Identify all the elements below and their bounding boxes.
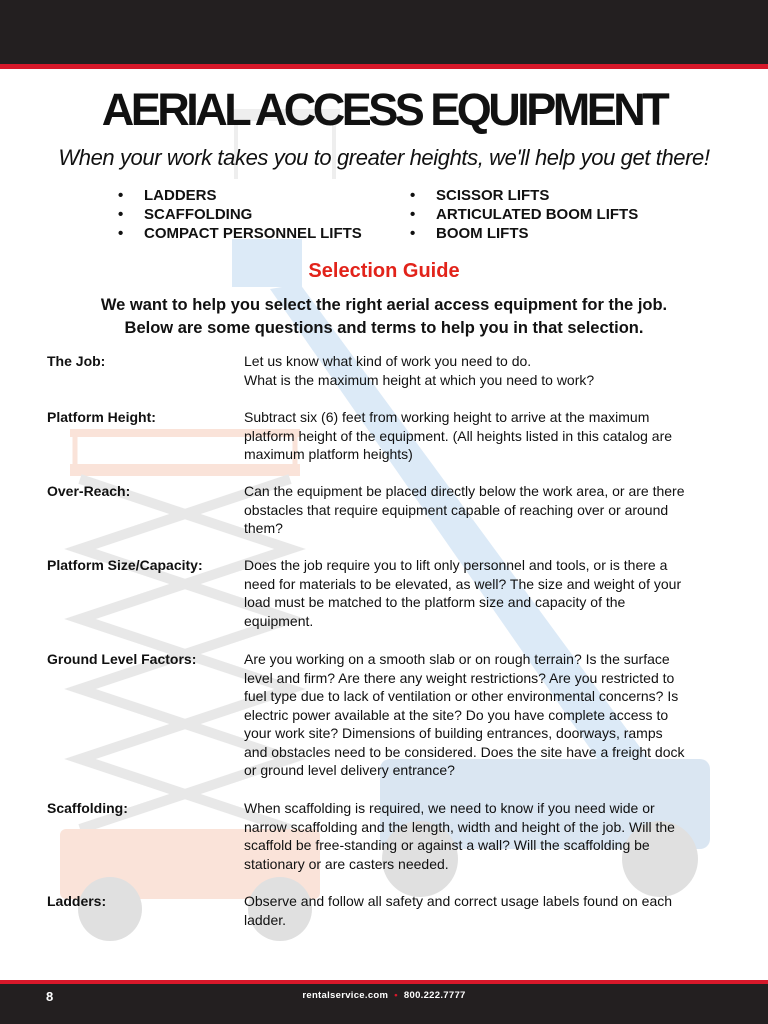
term-description [244,408,719,464]
term-label: The Job: [47,353,106,369]
description-line: Observe and follow all safety and correct usage labels found on each [244,893,673,909]
description-line: stationary or are casters needed. [244,855,449,872]
description-line: Does the job require you to lift only personnel and tools, or is there a [244,557,668,573]
description-line: narrow scaffolding and the length, width and height of the job. Will the [244,818,675,835]
description-line: Subtract six (6) feet from working height to arrive at the maximum [244,409,650,425]
term-description [244,352,719,389]
term-label: Ground Level Factors: [47,651,197,667]
term-label: Scaffolding: [47,800,128,816]
page-title: AERIAL ACCESS EQUIPMENT [101,84,667,135]
term-description [244,482,719,538]
term-label: Over-Reach: [47,483,131,499]
footer-separator: • [394,990,398,1001]
footer-contact [0,990,768,1001]
description-line: level and firm? Are there any weight restrictions? Are you restricted to [244,669,675,686]
selection-guide-heading: Selection Guide [308,260,460,282]
description-line: Can the equipment be placed directly below the work area, or are there [244,483,685,499]
description-line: or ground level delivery entrance? [244,762,455,778]
page-number: 8 [46,989,54,1004]
description-line: platform height of the equipment. (All heights listed in this catalog are [244,427,673,444]
description-line: What is the maximum height at which you need to work? [244,371,595,388]
footer-phone: 800.222.7777 [403,990,466,1001]
list-item: • SCAFFOLDING [118,205,362,224]
list-item: • COMPACT PERSONNEL LIFTS [118,224,362,243]
term-description [244,650,719,780]
description-line: maximum platform heights) [244,446,413,462]
header-bar [0,0,768,64]
term-label: Platform Height: [47,409,156,425]
description-line: them? [244,520,283,536]
list-item: • LADDERS [118,186,362,205]
list-item: • SCISSOR LIFTS [410,186,638,205]
description-line: load must be matched to the platform size and capacity of the [244,594,626,610]
description-line: Are you working on a smooth slab or on rough terrain? Is the surface [244,651,670,667]
term-description [244,799,719,873]
list-item: • ARTICULATED BOOM LIFTS [410,205,638,224]
selection-guide-intro [0,294,768,340]
term-description [244,892,719,929]
footer-website: rentalservice.com [302,990,389,1001]
description-line: ladder. [244,911,287,928]
intro-line: Below are some questions and terms to help you in that selection. [124,319,644,337]
page-tagline: When your work takes you to greater heights, we'll help you get there! [58,145,710,170]
description-line: electric power available at the site? Do you have complete access to [244,706,669,723]
description-line: your work site? Dimensions of building entrances, doorways, ramps [244,725,663,741]
description-line: When scaffolding is required, we need to know if you need wide or [244,800,655,816]
list-item: • BOOM LIFTS [410,224,638,243]
equipment-list-right [410,186,638,243]
term-label: Ladders: [47,893,107,909]
intro-line: We want to help you select the right aerial access equipment for the job. [100,296,668,314]
description-line: obstacles that require equipment capable of reaching over or around [244,501,669,518]
description-line: and obstacles need to be considered. Does the site have a freight dock [244,743,685,760]
description-line: scaffold be free-standing or against a wall? Will the scaffolding be [244,837,650,853]
term-label: Platform Size/Capacity: [47,557,203,573]
description-line: need for materials to be elevated, as well? The size and weight of your [244,575,682,592]
term-description [244,556,719,630]
description-line: Let us know what kind of work you need to do. [244,353,532,369]
description-line: fuel type due to lack of ventilation or other environmental concerns? Is [244,688,679,704]
description-line: equipment. [244,612,314,629]
equipment-list-left [118,186,362,243]
